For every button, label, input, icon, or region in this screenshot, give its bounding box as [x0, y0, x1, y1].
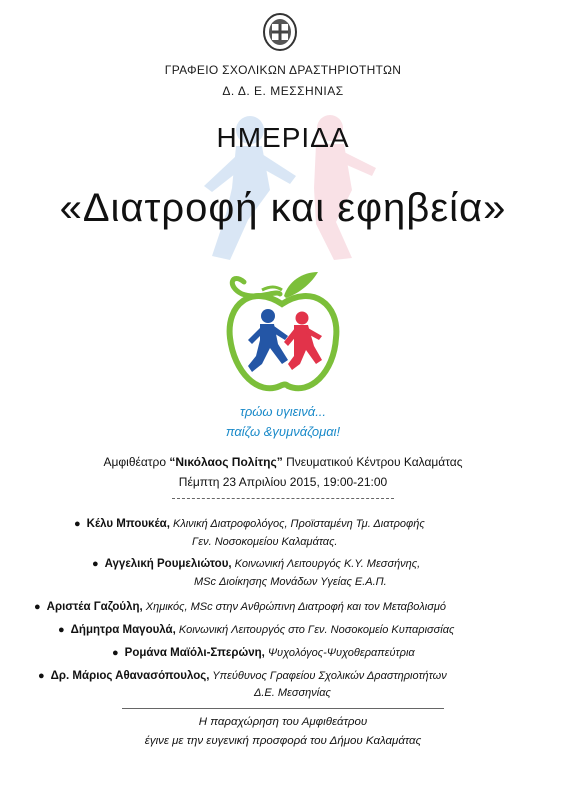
bullet-icon: ● [112, 647, 119, 659]
event-datetime: Πέμπτη 23 Απριλίου 2015, 19:00-21:00 [178, 475, 388, 489]
logo-tagline-play: παίζω &γυμνάζομαι! [225, 424, 341, 439]
bullet-icon: ● [92, 558, 99, 570]
speaker-name: Κέλυ Μπουκέα, [86, 518, 170, 530]
bullet-icon: ● [74, 518, 81, 530]
speaker-name: Ρομάνα Μαϊόλι-Σπερώνη, [124, 647, 265, 659]
speaker-role: Κοινωνική Λειτουργός Κ.Υ. Μεσσήνης, [231, 558, 421, 570]
speaker-name: Αγγελική Ρουμελιώτου, [104, 558, 232, 570]
speaker-role-continued: Γεν. Νοσοκομείου Καλαμάτας. [192, 536, 338, 548]
divider [122, 708, 444, 709]
speaker-name: Αριστέα Γαζούλη, [46, 601, 143, 613]
speaker-role-continued: Δ.Ε. Μεσσηνίας [254, 687, 331, 699]
speaker-item [34, 601, 446, 613]
speaker-name: Δρ. Μάριος Αθανασόπουλος, [50, 670, 210, 682]
speaker-role: Υπεύθυνος Γραφείου Σχολικών Δραστηριοτήτων [209, 670, 447, 682]
speaker-name: Δήμητρα Μαγουλά, [70, 624, 176, 636]
apple-runners-logo [222, 264, 342, 404]
bullet-icon: ● [58, 624, 65, 636]
speaker-item [112, 647, 415, 659]
speaker-role: Χημικός, MSc στην Ανθρώπινη Διατροφή και τον Μεταβολισμό [142, 601, 446, 613]
venue-hall-name: “Νικόλαος Πολίτης” [169, 455, 283, 469]
speaker-role: Ψυχολόγος-Ψυχοθεραπεύτρια [264, 647, 415, 659]
divider [172, 498, 394, 499]
greek-seal-icon [262, 12, 298, 52]
speaker-item [38, 670, 447, 699]
speaker-item [58, 624, 454, 636]
speaker-role-continued: MSc Διοίκησης Μονάδων Υγείας Ε.Α.Π. [194, 576, 387, 588]
organization-region: Δ. Δ. Ε. ΜΕΣΣΗΝΙΑΣ [222, 84, 344, 98]
speaker-role: Κοινωνική Λειτουργός στο Γεν. Νοσοκομείο Κυπαρισσίας [175, 624, 455, 636]
speaker-item [92, 558, 421, 588]
organization-name: ΓΡΑΦΕΙΟ ΣΧΟΛΙΚΩΝ ΔΡΑΣΤΗΡΙΟΤΗΤΩΝ [164, 63, 402, 77]
event-title: «Διατροφή και εφηβεία» [59, 186, 507, 230]
acknowledgement-line2: έγινε με την ευγενική προσφορά του Δήμου Καλαμάτας [144, 735, 422, 747]
venue-suffix: Πνευματικού Κέντρου Καλαμάτας [282, 455, 463, 469]
bullet-icon: ● [38, 670, 45, 682]
speaker-item [74, 518, 425, 548]
speaker-role: Κλινική Διατροφολόγος, Προϊσταμένη Τμ. Διατροφής [169, 518, 425, 530]
event-type-heading: ΗΜΕΡΙΔΑ [216, 122, 350, 153]
venue-prefix: Αμφιθέατρο [103, 455, 170, 469]
event-venue [0, 455, 566, 469]
acknowledgement-line1: Η παραχώρηση του Αμφιθεάτρου [198, 716, 368, 728]
logo-tagline-eat: τρώω υγιεινά... [239, 404, 327, 419]
bullet-icon: ● [34, 601, 41, 613]
